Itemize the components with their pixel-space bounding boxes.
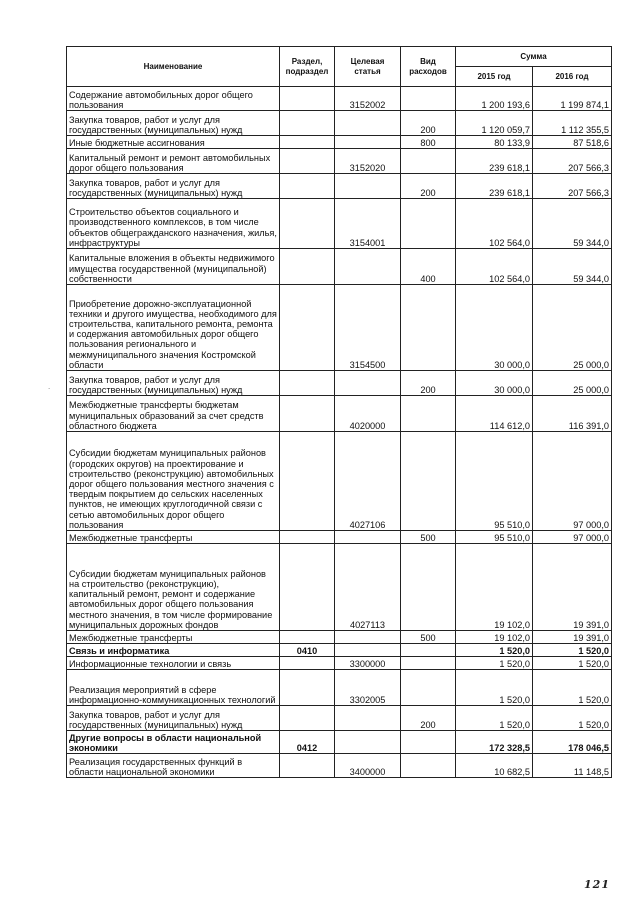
- row-name: Межбюджетные трансферты: [67, 631, 280, 644]
- row-sum-2015: 1 520,0: [456, 657, 533, 670]
- row-kind: [401, 149, 456, 174]
- table-row: [67, 371, 612, 396]
- row-sum-2016: 1 199 874,1: [533, 87, 612, 111]
- header-name: Наименование: [67, 47, 280, 87]
- row-name: Закупка товаров, работ и услуг для государственных (муниципальных) нужд: [67, 371, 280, 396]
- row-name: Закупка товаров, работ и услуг для государственных (муниципальных) нужд: [67, 174, 280, 199]
- row-name: Межбюджетные трансферты: [67, 531, 280, 544]
- row-target: 3400000: [335, 754, 401, 778]
- row-sum-2015: 1 120 059,7: [456, 111, 533, 136]
- row-name: Иные бюджетные ассигнования: [67, 136, 280, 149]
- row-sum-2015: 95 510,0: [456, 531, 533, 544]
- row-section: [280, 87, 335, 111]
- table-body: [67, 87, 612, 778]
- row-sum-2016: 207 566,3: [533, 149, 612, 174]
- header-sum: Сумма: [456, 47, 612, 67]
- table-row: [67, 706, 612, 731]
- table-row: [67, 199, 612, 249]
- row-section: [280, 199, 335, 249]
- row-kind: 200: [401, 174, 456, 199]
- row-sum-2015: 239 618,1: [456, 174, 533, 199]
- table-row: [67, 644, 612, 657]
- row-name: Строительство объектов социального и производственного комплексов, в том числе объектов общегражданского назначения, жилья, инфраструктуры: [67, 199, 280, 249]
- table-row: [67, 285, 612, 371]
- row-section: 0410: [280, 644, 335, 657]
- row-target: 4027106: [335, 432, 401, 531]
- row-kind: 200: [401, 111, 456, 136]
- row-name: Связь и информатика: [67, 644, 280, 657]
- table-row: [67, 111, 612, 136]
- row-section: [280, 249, 335, 285]
- row-target: [335, 731, 401, 754]
- row-sum-2015: 1 200 193,6: [456, 87, 533, 111]
- table-row: [67, 657, 612, 670]
- row-sum-2016: 207 566,3: [533, 174, 612, 199]
- row-name: Капитальные вложения в объекты недвижимого имущества государственной (муниципальной) собственности: [67, 249, 280, 285]
- table-row: [67, 754, 612, 778]
- table-row: [67, 531, 612, 544]
- row-sum-2016: 59 344,0: [533, 249, 612, 285]
- table-row: [67, 670, 612, 706]
- row-name: Субсидии бюджетам муниципальных районов (городских округов) на проектирование и строительство (реконструкцию) автомобильных дорог общего пользования местного значения с твердым покрытием до сельских населенных пунктов, не имеющих круглогодичной связи с сетью автомобильных дорог общего пользования: [67, 432, 280, 531]
- row-sum-2016: 25 000,0: [533, 371, 612, 396]
- row-sum-2015: 1 520,0: [456, 644, 533, 657]
- row-sum-2015: 10 682,5: [456, 754, 533, 778]
- row-target: [335, 249, 401, 285]
- row-sum-2016: 1 520,0: [533, 670, 612, 706]
- row-sum-2015: 172 328,5: [456, 731, 533, 754]
- table-row: [67, 731, 612, 754]
- table-row: [67, 631, 612, 644]
- row-kind: [401, 87, 456, 111]
- row-name: Закупка товаров, работ и услуг для государственных (муниципальных) нужд: [67, 111, 280, 136]
- header-year-2015: 2015 год: [456, 67, 533, 87]
- row-name: Содержание автомобильных дорог общего пользования: [67, 87, 280, 111]
- row-sum-2015: 239 618,1: [456, 149, 533, 174]
- row-kind: 400: [401, 249, 456, 285]
- row-kind: 200: [401, 706, 456, 731]
- row-target: 3152020: [335, 149, 401, 174]
- margin-tick: .: [48, 382, 51, 391]
- row-sum-2015: 30 000,0: [456, 285, 533, 371]
- row-section: [280, 149, 335, 174]
- row-name: Реализация мероприятий в сфере информационно-коммуникационных технологий: [67, 670, 280, 706]
- row-sum-2015: 95 510,0: [456, 432, 533, 531]
- row-sum-2016: 97 000,0: [533, 432, 612, 531]
- row-kind: [401, 285, 456, 371]
- table-row: [67, 87, 612, 111]
- row-sum-2016: 97 000,0: [533, 531, 612, 544]
- row-sum-2015: 102 564,0: [456, 199, 533, 249]
- header-year-2016: 2016 год: [533, 67, 612, 87]
- table-row: [67, 249, 612, 285]
- header-target: Целевая статья: [335, 47, 401, 87]
- row-name: Капитальный ремонт и ремонт автомобильных дорог общего пользования: [67, 149, 280, 174]
- budget-table: [66, 46, 612, 778]
- row-target: [335, 371, 401, 396]
- row-sum-2015: 19 102,0: [456, 631, 533, 644]
- row-name: Информационные технологии и связь: [67, 657, 280, 670]
- row-target: [335, 174, 401, 199]
- row-section: [280, 670, 335, 706]
- row-section: 0412: [280, 731, 335, 754]
- row-sum-2016: 19 391,0: [533, 544, 612, 631]
- row-kind: [401, 731, 456, 754]
- row-sum-2016: 87 518,6: [533, 136, 612, 149]
- row-target: 3154001: [335, 199, 401, 249]
- row-sum-2015: 114 612,0: [456, 396, 533, 432]
- row-section: [280, 631, 335, 644]
- table-row: [67, 396, 612, 432]
- row-sum-2016: 25 000,0: [533, 285, 612, 371]
- row-target: [335, 644, 401, 657]
- row-name: Межбюджетные трансферты бюджетам муниципальных образований за счет средств областного бюджета: [67, 396, 280, 432]
- row-target: 3152002: [335, 87, 401, 111]
- row-section: [280, 285, 335, 371]
- row-name: Субсидии бюджетам муниципальных районов на строительство (реконструкцию), капитальный ремонт, ремонт и содержание автомобильных дорог общего пользования местного значения, в том числе формирование муниципальных дорожных фондов: [67, 544, 280, 631]
- row-target: 3300000: [335, 657, 401, 670]
- row-section: [280, 111, 335, 136]
- row-sum-2016: 178 046,5: [533, 731, 612, 754]
- row-kind: 500: [401, 531, 456, 544]
- row-sum-2016: 19 391,0: [533, 631, 612, 644]
- row-sum-2016: 11 148,5: [533, 754, 612, 778]
- row-target: [335, 136, 401, 149]
- row-kind: [401, 432, 456, 531]
- row-sum-2015: 80 133,9: [456, 136, 533, 149]
- row-section: [280, 657, 335, 670]
- table-row: [67, 544, 612, 631]
- row-sum-2015: 1 520,0: [456, 670, 533, 706]
- header-section: Раздел, подраздел: [280, 47, 335, 87]
- row-section: [280, 531, 335, 544]
- row-target: [335, 706, 401, 731]
- row-target: 4027113: [335, 544, 401, 631]
- row-name: Другие вопросы в области национальной экономики: [67, 731, 280, 754]
- row-target: 3302005: [335, 670, 401, 706]
- row-name: Приобретение дорожно-эксплуатационной техники и другого имущества, необходимого для строительства, капитального ремонта, ремонта и содержания автомобильных дорог общего пользования регионального и межмуниципального значения Костромской области: [67, 285, 280, 371]
- table-header: [67, 47, 612, 87]
- row-kind: [401, 644, 456, 657]
- row-name: Реализация государственных функций в области национальной экономики: [67, 754, 280, 778]
- row-section: [280, 396, 335, 432]
- row-sum-2015: 102 564,0: [456, 249, 533, 285]
- row-target: 4020000: [335, 396, 401, 432]
- row-sum-2015: 30 000,0: [456, 371, 533, 396]
- row-sum-2016: 1 520,0: [533, 706, 612, 731]
- row-sum-2016: 1 112 355,5: [533, 111, 612, 136]
- table-row: [67, 174, 612, 199]
- row-sum-2016: 1 520,0: [533, 644, 612, 657]
- row-kind: [401, 670, 456, 706]
- row-kind: [401, 657, 456, 670]
- row-kind: [401, 544, 456, 631]
- row-kind: 800: [401, 136, 456, 149]
- row-section: [280, 754, 335, 778]
- row-target: 3154500: [335, 285, 401, 371]
- row-kind: [401, 199, 456, 249]
- row-sum-2015: 19 102,0: [456, 544, 533, 631]
- row-kind: 200: [401, 371, 456, 396]
- row-name: Закупка товаров, работ и услуг для государственных (муниципальных) нужд: [67, 706, 280, 731]
- row-section: [280, 706, 335, 731]
- row-sum-2015: 1 520,0: [456, 706, 533, 731]
- row-kind: [401, 396, 456, 432]
- row-section: [280, 432, 335, 531]
- row-section: [280, 371, 335, 396]
- row-kind: [401, 754, 456, 778]
- page-number-handwritten: 121: [584, 878, 610, 891]
- header-kind: Вид расходов: [401, 47, 456, 87]
- row-sum-2016: 1 520,0: [533, 657, 612, 670]
- table-row: [67, 432, 612, 531]
- table-row: [67, 136, 612, 149]
- row-section: [280, 174, 335, 199]
- row-sum-2016: 59 344,0: [533, 199, 612, 249]
- row-target: [335, 631, 401, 644]
- row-target: [335, 531, 401, 544]
- row-kind: 500: [401, 631, 456, 644]
- row-sum-2016: 116 391,0: [533, 396, 612, 432]
- row-section: [280, 544, 335, 631]
- table-row: [67, 149, 612, 174]
- row-section: [280, 136, 335, 149]
- row-target: [335, 111, 401, 136]
